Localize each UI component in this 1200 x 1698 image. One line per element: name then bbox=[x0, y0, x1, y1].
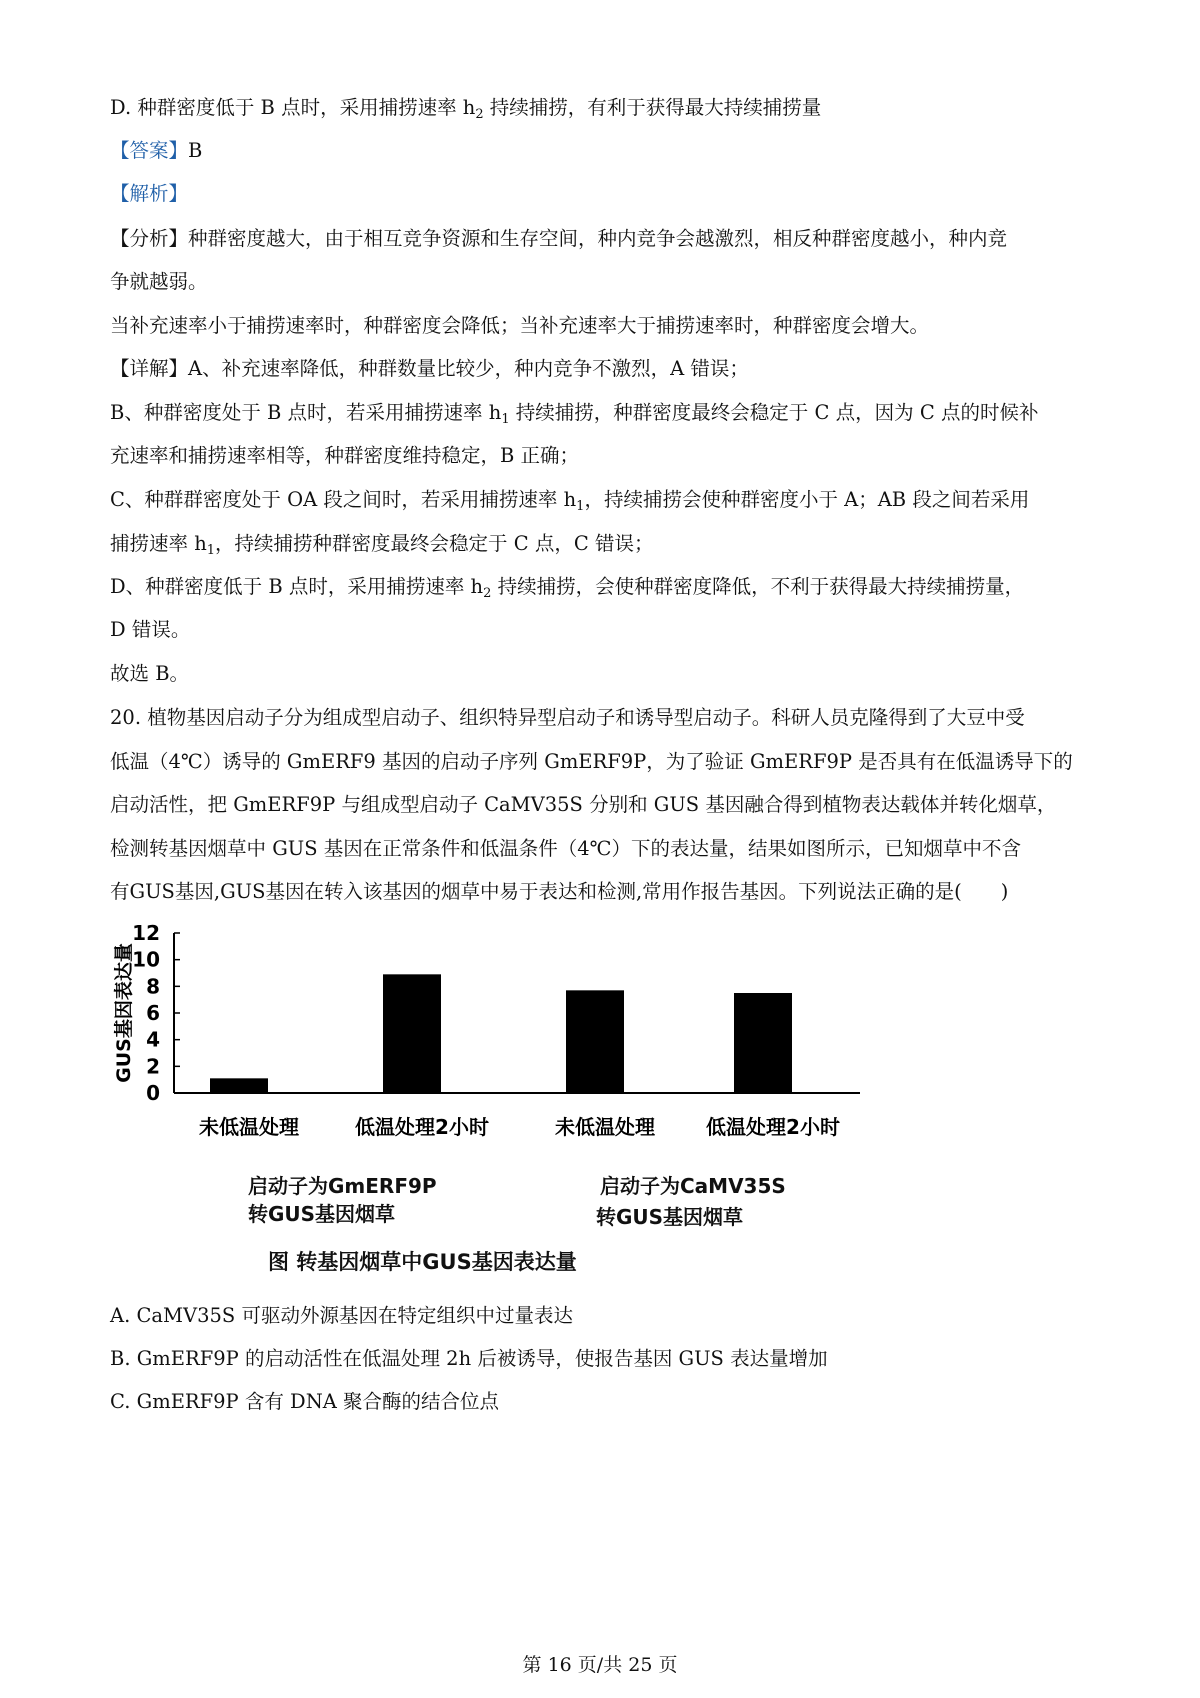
xiangjie-line-c1: C、种群群密度处于 OA 段之间时，若采用捕捞速率 $h_1$，持续捕捞会使种群密度小于 A；AB 段之间若采用 bbox=[110, 488, 1030, 514]
y-tick-label: 0 bbox=[146, 1081, 160, 1105]
answer-tag: 【答案】 bbox=[110, 139, 189, 162]
gus-expression-chart bbox=[100, 920, 900, 1160]
bar bbox=[566, 990, 624, 1093]
fenxi-line-1: 【分析】种群密度越大，由于相互竞争资源和生存空间，种内竞争会越激烈，相反种群密度越小，种内竞 bbox=[110, 227, 1008, 250]
page-footer: 第 16 页/共 25 页 bbox=[522, 1654, 678, 1676]
y-tick-label: 10 bbox=[132, 947, 160, 972]
answer-value: B bbox=[188, 139, 203, 162]
xiangjie-line-a: 【详解】A、补充速率降低，种群数量比较少，种内竞争不激烈，A 错误； bbox=[110, 357, 749, 380]
q20-line-5: 有GUS基因,GUS基因在转入该基因的烟草中易于表达和检测,常用作报告基因。下列说法正确的是( ) bbox=[110, 880, 1009, 903]
option-b: B. GmERF9P 的启动活性在低温处理 2h 后被诱导，使报告基因 GUS 表达量增加 bbox=[110, 1347, 828, 1370]
option-a: A. CaMV35S 可驱动外源基因在特定组织中过量表达 bbox=[110, 1304, 573, 1327]
xiangjie-line-b1: B、种群密度处于 B 点时，若采用捕捞速率 $h_1$ 持续捕捞，种群密度最终会稳定于 C 点，因为 C 点的时候补 bbox=[110, 401, 1039, 427]
xiangjie-line-c2: 捕捞速率 $h_1$，持续捕捞种群密度最终会稳定于 C 点，C 错误； bbox=[110, 532, 654, 558]
x-category-label: 低温处理2小时 bbox=[355, 1115, 489, 1139]
y-tick-label: 4 bbox=[146, 1027, 160, 1052]
prev-option-d: D. 种群密度低于 B 点时，采用捕捞速率 $h_2$ 持续捕捞，有利于获得最大持续捕捞量 bbox=[110, 96, 822, 122]
bar bbox=[734, 993, 792, 1093]
figure-caption: 图 转基因烟草中GUS基因表达量 bbox=[268, 1250, 577, 1274]
y-tick-label: 2 bbox=[146, 1054, 160, 1079]
q20-line-1: 20. 植物基因启动子分为组成型启动子、组织特异型启动子和诱导型启动子。科研人员克隆得到了大豆中受 bbox=[110, 706, 1025, 729]
group-1-line-1: 启动子为GmERF9P bbox=[248, 1174, 437, 1198]
fenxi-line-3: 当补充速率小于捕捞速率时，种群密度会降低；当补充速率大于捕捞速率时，种群密度会增大。 bbox=[110, 314, 930, 337]
analysis-tag: 【解析】 bbox=[110, 182, 189, 205]
y-tick-label: 8 bbox=[146, 974, 160, 999]
choose-line: 故选 B。 bbox=[110, 662, 190, 685]
y-tick-label: 12 bbox=[132, 921, 160, 945]
fenxi-line-2: 争就越弱。 bbox=[110, 270, 208, 293]
group-2-line-2: 转GUS基因烟草 bbox=[596, 1205, 744, 1229]
x-category-label: 未低温处理 bbox=[555, 1115, 655, 1139]
bar bbox=[210, 1078, 268, 1093]
xiangjie-line-d2: D 错误。 bbox=[110, 618, 191, 641]
option-c: C. GmERF9P 含有 DNA 聚合酶的结合位点 bbox=[110, 1390, 500, 1413]
y-axis-label: GUS基因表达量 bbox=[113, 943, 135, 1083]
x-category-label: 未低温处理 bbox=[199, 1115, 299, 1139]
q20-line-3: 启动活性，把 GmERF9P 与组成型启动子 CaMV35S 分别和 GUS 基因融合得到植物表达载体并转化烟草， bbox=[110, 793, 1057, 816]
answer-line bbox=[110, 138, 202, 164]
xiangjie-line-d1: D、种群密度低于 B 点时，采用捕捞速率 $h_2$ 持续捕捞，会使种群密度降低，不利于获得最大持续捕捞量， bbox=[110, 575, 1025, 601]
bar bbox=[383, 974, 441, 1093]
group-2-line-1: 启动子为CaMV35S bbox=[600, 1174, 786, 1198]
x-category-label: 低温处理2小时 bbox=[706, 1115, 840, 1139]
y-tick-label: 6 bbox=[146, 1001, 160, 1025]
q20-line-2: 低温（4℃）诱导的 GmERF9 基因的启动子序列 GmERF9P，为了验证 GmERF9P 是否具有在低温诱导下的 bbox=[110, 750, 1073, 773]
group-1-line-2: 转GUS基因烟草 bbox=[248, 1202, 396, 1226]
q20-line-4: 检测转基因烟草中 GUS 基因在正常条件和低温条件（4℃）下的表达量，结果如图所示，已知烟草中不含 bbox=[110, 837, 1021, 860]
xiangjie-line-b2: 充速率和捕捞速率相等，种群密度维持稳定，B 正确； bbox=[110, 444, 580, 467]
